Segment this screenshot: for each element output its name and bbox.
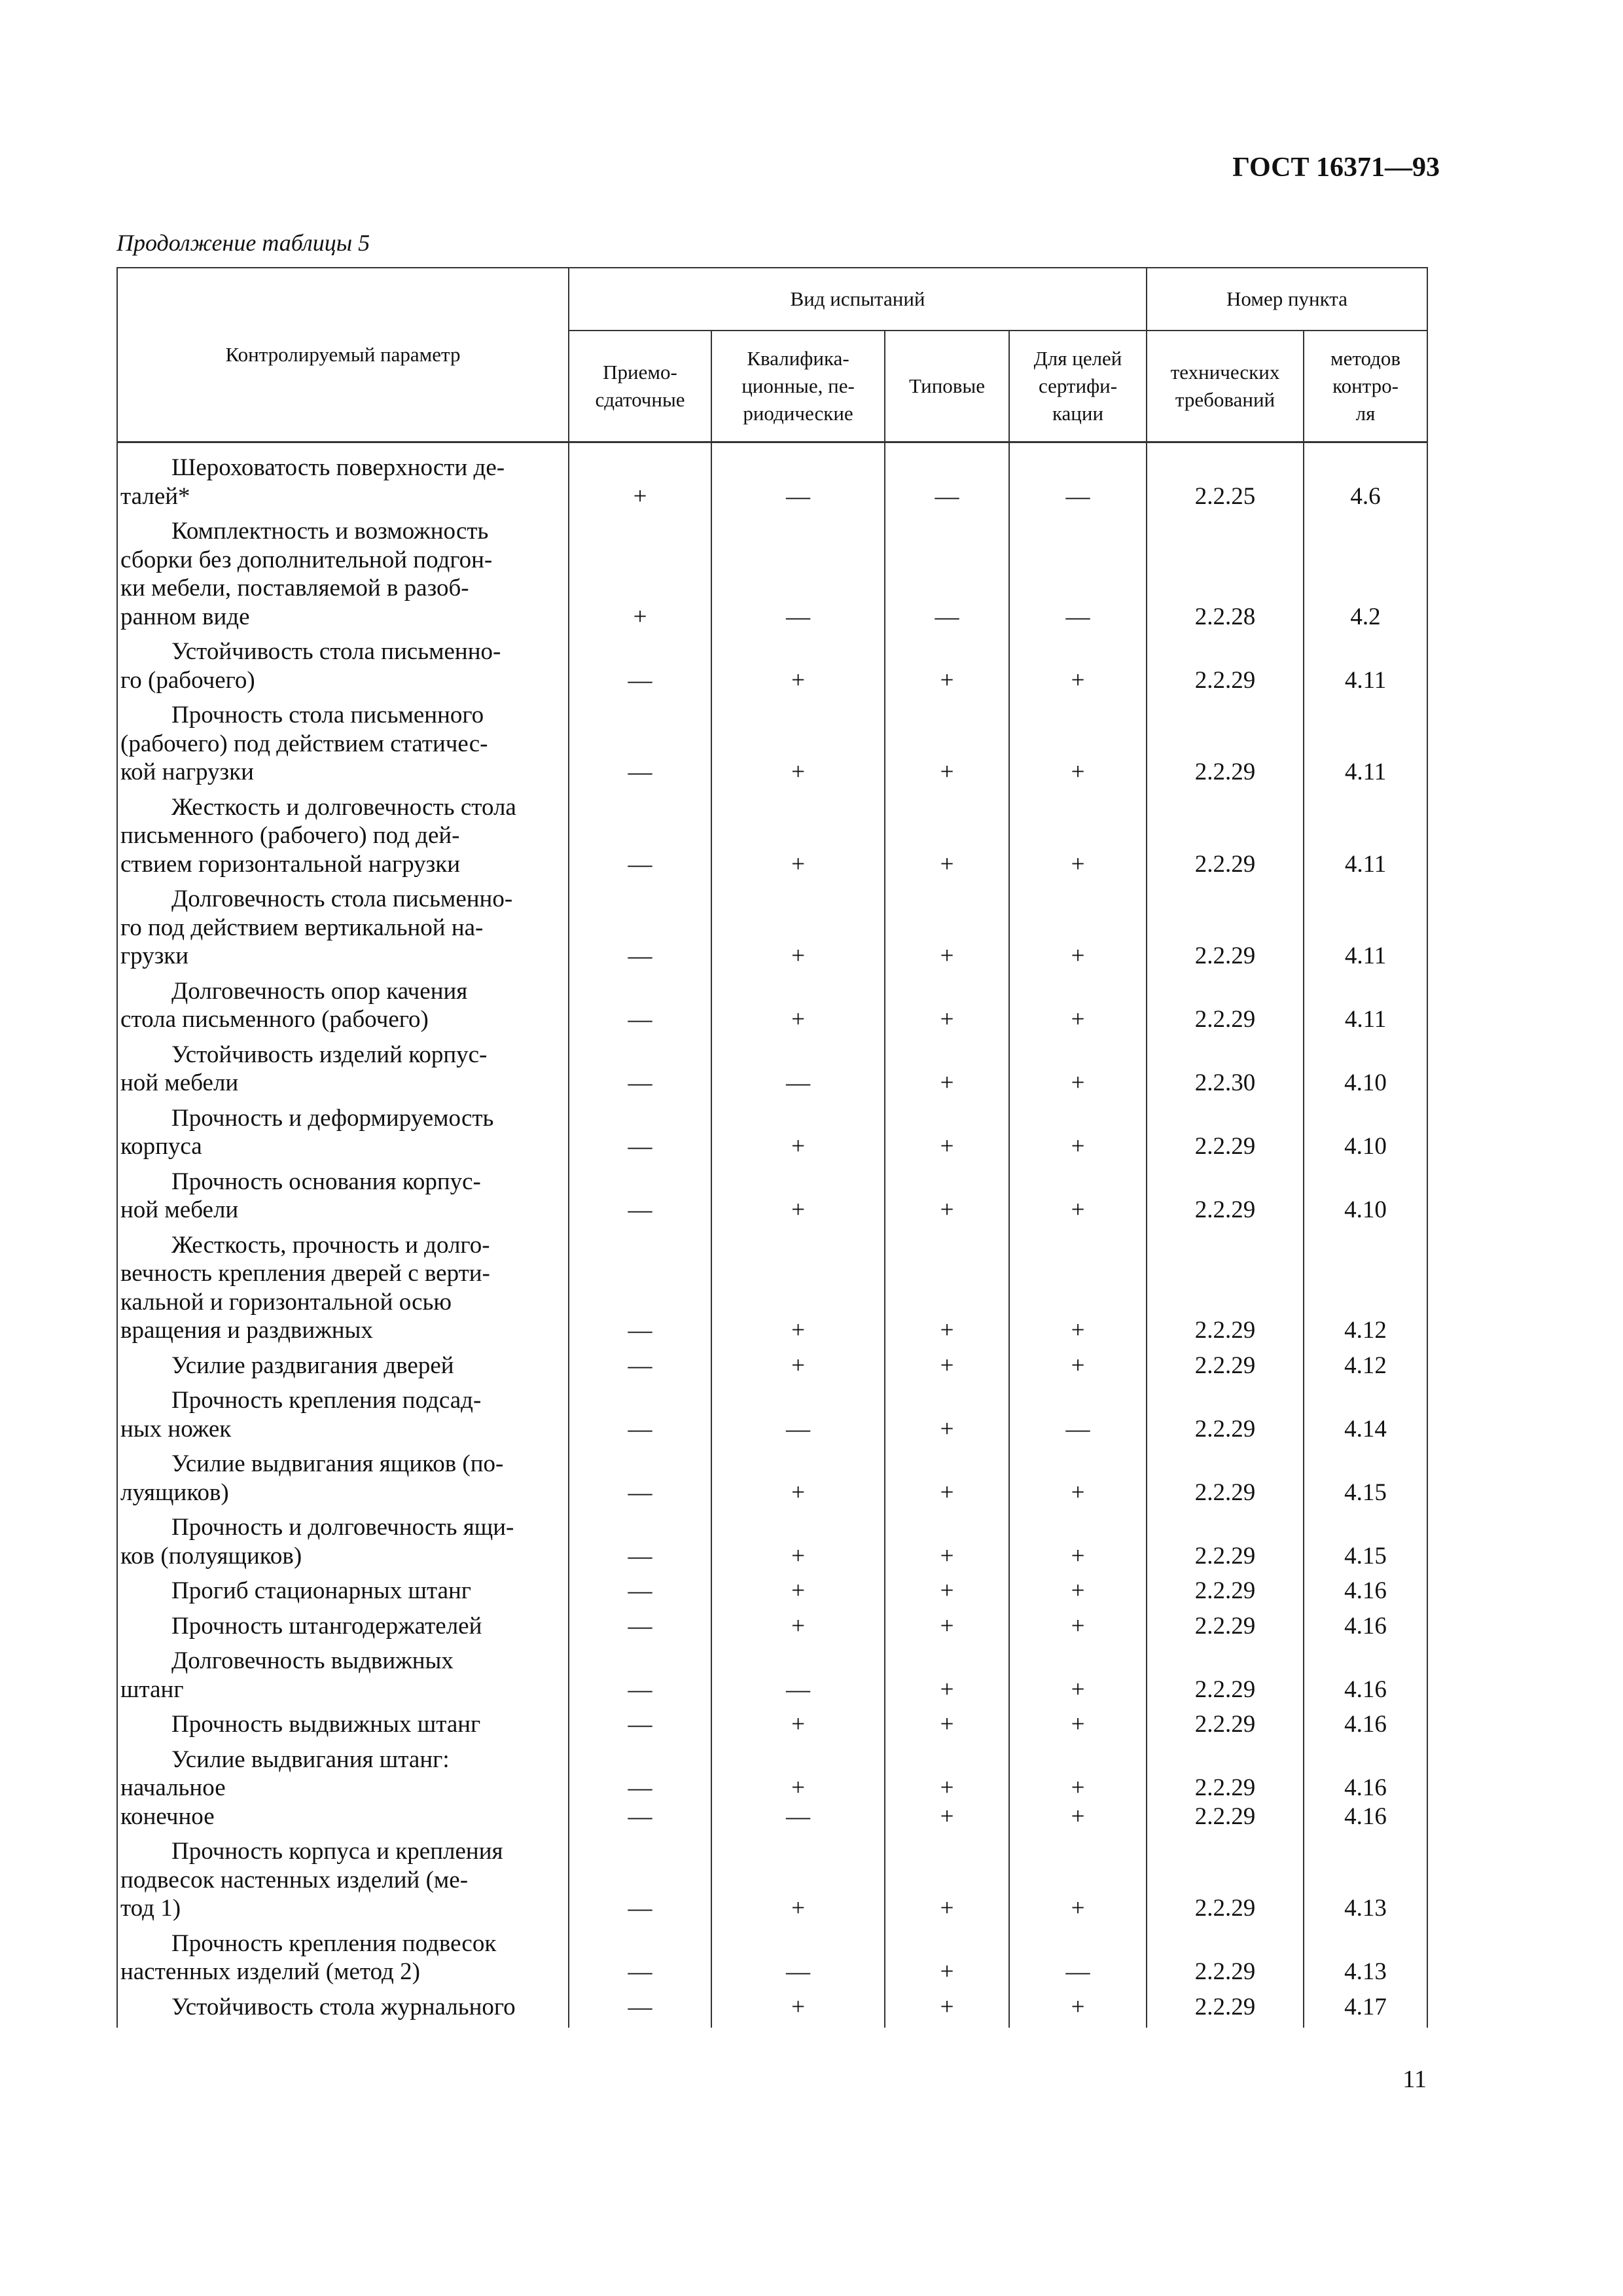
certification-cell: +: [1009, 1231, 1147, 1352]
qualification-cell: +: [711, 1993, 885, 2028]
acceptance-column-header: Приемо- сдаточные: [569, 331, 711, 442]
acceptance-cell: —: [569, 793, 711, 886]
qualification-cell: +: [711, 1231, 885, 1352]
certification-cell: +: [1009, 1352, 1147, 1387]
certification-column-header: Для целей сертифи- кации: [1009, 331, 1147, 442]
table-container: [116, 267, 1427, 2028]
qualification-cell: +: [711, 885, 885, 977]
control-method-cell: 4.11: [1304, 637, 1427, 701]
type-test-cell: +: [885, 793, 1009, 886]
tech-requirements-cell: 2.2.29: [1147, 1577, 1304, 1612]
type-test-cell: +: [885, 1450, 1009, 1513]
table-row: [117, 1231, 1427, 1352]
table-row: [117, 1104, 1427, 1168]
control-method-cell: 4.17: [1304, 1993, 1427, 2028]
table-row: [117, 637, 1427, 701]
acceptance-cell: —: [569, 1168, 711, 1231]
parameter-cell: Долговечность стола письменно- го под действием вертикальной на- грузки: [117, 885, 569, 977]
parameter-cell: Долговечность выдвижных штанг: [117, 1647, 569, 1710]
table-row: [117, 1993, 1427, 2028]
type-test-column-header: Типовые: [885, 331, 1009, 442]
control-method-cell: 4.6: [1304, 442, 1427, 518]
control-method-cell: 4.11: [1304, 701, 1427, 793]
tech-requirements-cell: 2.2.29: [1147, 1231, 1304, 1352]
table-row: [117, 1450, 1427, 1513]
acceptance-cell: —: [569, 1231, 711, 1352]
qualification-cell: +: [711, 1612, 885, 1647]
acceptance-cell: —: [569, 1104, 711, 1168]
parameter-cell: Устойчивость стола письменно- го (рабочего): [117, 637, 569, 701]
acceptance-cell: —: [569, 977, 711, 1041]
table-row: [117, 977, 1427, 1041]
table-row: [117, 1612, 1427, 1647]
acceptance-cell: —: [569, 1647, 711, 1710]
tech-requirements-cell: 2.2.29: [1147, 1710, 1304, 1746]
acceptance-cell: — —: [569, 1746, 711, 1838]
certification-cell: +: [1009, 1612, 1147, 1647]
acceptance-cell: —: [569, 637, 711, 701]
tech-requirements-cell: 2.2.30: [1147, 1041, 1304, 1104]
control-method-cell: 4.11: [1304, 793, 1427, 886]
parameter-cell: Прочность и деформируемость корпуса: [117, 1104, 569, 1168]
control-method-cell: 4.16: [1304, 1710, 1427, 1746]
parameter-cell: Прочность основания корпус- ной мебели: [117, 1168, 569, 1231]
certification-cell: —: [1009, 1386, 1147, 1450]
tech-requirements-cell: 2.2.29: [1147, 1993, 1304, 2028]
qualification-cell: +: [711, 1352, 885, 1387]
type-test-cell: +: [885, 1837, 1009, 1929]
control-methods-column-header: методов контро- ля: [1304, 331, 1427, 442]
type-test-cell: +: [885, 1612, 1009, 1647]
control-method-cell: 4.16 4.16: [1304, 1746, 1427, 1838]
tech-requirements-cell: 2.2.29: [1147, 1352, 1304, 1387]
table-row: [117, 1837, 1427, 1929]
tech-requirements-column-header: технических требований: [1147, 331, 1304, 442]
parameter-cell: Прочность корпуса и крепления подвесок настенных изделий (ме- тод 1): [117, 1837, 569, 1929]
tech-requirements-cell: 2.2.29: [1147, 885, 1304, 977]
table-row: [117, 1710, 1427, 1746]
qualification-cell: +: [711, 1710, 885, 1746]
parameter-cell: Прочность и долговечность ящи- ков (полуящиков): [117, 1513, 569, 1577]
type-test-cell: +: [885, 637, 1009, 701]
certification-cell: +: [1009, 1450, 1147, 1513]
acceptance-cell: —: [569, 1993, 711, 2028]
tech-requirements-cell: 2.2.29: [1147, 1104, 1304, 1168]
certification-cell: +: [1009, 977, 1147, 1041]
certification-cell: +: [1009, 701, 1147, 793]
type-test-cell: +: [885, 1513, 1009, 1577]
acceptance-cell: +: [569, 517, 711, 637]
certification-cell: +: [1009, 1710, 1147, 1746]
document-code: ГОСТ 16371—93: [1232, 152, 1440, 183]
qualification-cell: —: [711, 1386, 885, 1450]
type-test-cell: —: [885, 442, 1009, 518]
control-method-cell: 4.16: [1304, 1647, 1427, 1710]
control-method-cell: 4.10: [1304, 1104, 1427, 1168]
qualification-cell: —: [711, 1041, 885, 1104]
certification-cell: —: [1009, 517, 1147, 637]
qualification-cell: +: [711, 1168, 885, 1231]
certification-cell: —: [1009, 1929, 1147, 1993]
table-row: [117, 517, 1427, 637]
acceptance-cell: —: [569, 1577, 711, 1612]
control-method-cell: 4.13: [1304, 1929, 1427, 1993]
clause-number-group-header: Номер пункта: [1147, 268, 1427, 331]
table-row: [117, 1041, 1427, 1104]
qualification-cell: —: [711, 517, 885, 637]
control-method-cell: 4.10: [1304, 1041, 1427, 1104]
type-test-cell: +: [885, 1386, 1009, 1450]
type-test-cell: +: [885, 1577, 1009, 1612]
type-test-cell: —: [885, 517, 1009, 637]
certification-cell: —: [1009, 442, 1147, 518]
acceptance-cell: —: [569, 701, 711, 793]
certification-cell: +: [1009, 637, 1147, 701]
tech-requirements-cell: 2.2.29: [1147, 701, 1304, 793]
parameter-cell: Усилие раздвигания дверей: [117, 1352, 569, 1387]
tech-requirements-cell: 2.2.28: [1147, 517, 1304, 637]
certification-cell: + +: [1009, 1746, 1147, 1838]
certification-cell: +: [1009, 885, 1147, 977]
control-method-cell: 4.16: [1304, 1577, 1427, 1612]
qualification-cell: +: [711, 1513, 885, 1577]
type-test-cell: +: [885, 701, 1009, 793]
control-method-cell: 4.15: [1304, 1513, 1427, 1577]
tech-requirements-cell: 2.2.29: [1147, 637, 1304, 701]
qualification-cell: +: [711, 793, 885, 886]
acceptance-cell: —: [569, 1837, 711, 1929]
acceptance-cell: +: [569, 442, 711, 518]
parameter-cell: Усилие выдвигания ящиков (по- луящиков): [117, 1450, 569, 1513]
tech-requirements-cell: 2.2.29: [1147, 1929, 1304, 1993]
parameter-cell: Шероховатость поверхности де- талей*: [117, 442, 569, 518]
qualification-cell: +: [711, 1577, 885, 1612]
qualification-cell: —: [711, 442, 885, 518]
control-method-cell: 4.15: [1304, 1450, 1427, 1513]
parameter-cell: Усилие выдвигания штанг: начальное конечное: [117, 1746, 569, 1838]
acceptance-cell: —: [569, 885, 711, 977]
type-test-cell: +: [885, 885, 1009, 977]
table-row: [117, 442, 1427, 518]
table-row: [117, 885, 1427, 977]
acceptance-cell: —: [569, 1513, 711, 1577]
control-method-cell: 4.12: [1304, 1352, 1427, 1387]
type-test-cell: +: [885, 977, 1009, 1041]
tech-requirements-cell: 2.2.29: [1147, 1647, 1304, 1710]
table-row: [117, 1352, 1427, 1387]
type-test-cell: +: [885, 1993, 1009, 2028]
acceptance-cell: —: [569, 1041, 711, 1104]
tech-requirements-cell: 2.2.29: [1147, 793, 1304, 886]
acceptance-cell: —: [569, 1450, 711, 1513]
parameter-cell: Жесткость, прочность и долго- вечность крепления дверей с верти- кальной и горизонтальной осью вращения и раздвижных: [117, 1231, 569, 1352]
qualification-cell: —: [711, 1929, 885, 1993]
qualification-cell: + —: [711, 1746, 885, 1838]
table-row: [117, 1577, 1427, 1612]
parameter-cell: Прочность выдвижных штанг: [117, 1710, 569, 1746]
certification-cell: +: [1009, 1168, 1147, 1231]
table-row: [117, 1746, 1427, 1838]
certification-cell: +: [1009, 1513, 1147, 1577]
control-method-cell: 4.12: [1304, 1231, 1427, 1352]
acceptance-cell: —: [569, 1352, 711, 1387]
parameter-cell: Долговечность опор качения стола письменного (рабочего): [117, 977, 569, 1041]
control-method-cell: 4.10: [1304, 1168, 1427, 1231]
table-body: [117, 442, 1427, 2028]
type-test-cell: +: [885, 1352, 1009, 1387]
param-column-header: Контролируемый параметр: [117, 268, 569, 442]
certification-cell: +: [1009, 793, 1147, 886]
tech-requirements-cell: 2.2.29: [1147, 977, 1304, 1041]
page-number: 11: [1402, 2066, 1427, 2093]
type-test-cell: +: [885, 1168, 1009, 1231]
type-test-cell: +: [885, 1231, 1009, 1352]
parameter-cell: Жесткость и долговечность стола письменного (рабочего) под дей- ствием горизонтальной нагрузки: [117, 793, 569, 886]
qualification-cell: +: [711, 1104, 885, 1168]
acceptance-cell: —: [569, 1612, 711, 1647]
tech-requirements-cell: 2.2.29: [1147, 1612, 1304, 1647]
certification-cell: +: [1009, 1577, 1147, 1612]
tech-requirements-cell: 2.2.29 2.2.29: [1147, 1746, 1304, 1838]
certification-cell: +: [1009, 1993, 1147, 2028]
tech-requirements-cell: 2.2.29: [1147, 1450, 1304, 1513]
parameter-cell: Устойчивость стола журнального: [117, 1993, 569, 2028]
qualification-column-header: Квалифика- ционные, пе- риодические: [711, 331, 885, 442]
table-head: [117, 268, 1427, 442]
table-caption: Продолжение таблицы 5: [116, 230, 370, 256]
tech-requirements-cell: 2.2.29: [1147, 1168, 1304, 1231]
certification-cell: +: [1009, 1837, 1147, 1929]
certification-cell: +: [1009, 1041, 1147, 1104]
test-table: [116, 267, 1428, 2028]
table-row: [117, 793, 1427, 886]
tech-requirements-cell: 2.2.29: [1147, 1837, 1304, 1929]
control-method-cell: 4.2: [1304, 517, 1427, 637]
parameter-cell: Прочность крепления подвесок настенных изделий (метод 2): [117, 1929, 569, 1993]
control-method-cell: 4.13: [1304, 1837, 1427, 1929]
control-method-cell: 4.16: [1304, 1612, 1427, 1647]
test-type-group-header: Вид испытаний: [569, 268, 1147, 331]
table-row: [117, 701, 1427, 793]
parameter-cell: Прогиб стационарных штанг: [117, 1577, 569, 1612]
type-test-cell: +: [885, 1647, 1009, 1710]
table-row: [117, 1647, 1427, 1710]
control-method-cell: 4.11: [1304, 977, 1427, 1041]
type-test-cell: +: [885, 1710, 1009, 1746]
table-row: [117, 1929, 1427, 1993]
certification-cell: +: [1009, 1647, 1147, 1710]
table-row: [117, 1513, 1427, 1577]
acceptance-cell: —: [569, 1929, 711, 1993]
tech-requirements-cell: 2.2.29: [1147, 1386, 1304, 1450]
tech-requirements-cell: 2.2.25: [1147, 442, 1304, 518]
control-method-cell: 4.11: [1304, 885, 1427, 977]
parameter-cell: Комплектность и возможность сборки без дополнительной подгон- ки мебели, поставляемой в разоб- ранном виде: [117, 517, 569, 637]
type-test-cell: +: [885, 1041, 1009, 1104]
parameter-cell: Прочность штангодержателей: [117, 1612, 569, 1647]
tech-requirements-cell: 2.2.29: [1147, 1513, 1304, 1577]
acceptance-cell: —: [569, 1710, 711, 1746]
qualification-cell: —: [711, 1647, 885, 1710]
qualification-cell: +: [711, 1450, 885, 1513]
parameter-cell: Прочность крепления подсад- ных ножек: [117, 1386, 569, 1450]
qualification-cell: +: [711, 977, 885, 1041]
certification-cell: +: [1009, 1104, 1147, 1168]
qualification-cell: +: [711, 1837, 885, 1929]
qualification-cell: +: [711, 701, 885, 793]
parameter-cell: Устойчивость изделий корпус- ной мебели: [117, 1041, 569, 1104]
qualification-cell: +: [711, 637, 885, 701]
table-row: [117, 1168, 1427, 1231]
acceptance-cell: —: [569, 1386, 711, 1450]
type-test-cell: + +: [885, 1746, 1009, 1838]
type-test-cell: +: [885, 1104, 1009, 1168]
table-row: [117, 1386, 1427, 1450]
parameter-cell: Прочность стола письменного (рабочего) под действием статичес- кой нагрузки: [117, 701, 569, 793]
control-method-cell: 4.14: [1304, 1386, 1427, 1450]
type-test-cell: +: [885, 1929, 1009, 1993]
